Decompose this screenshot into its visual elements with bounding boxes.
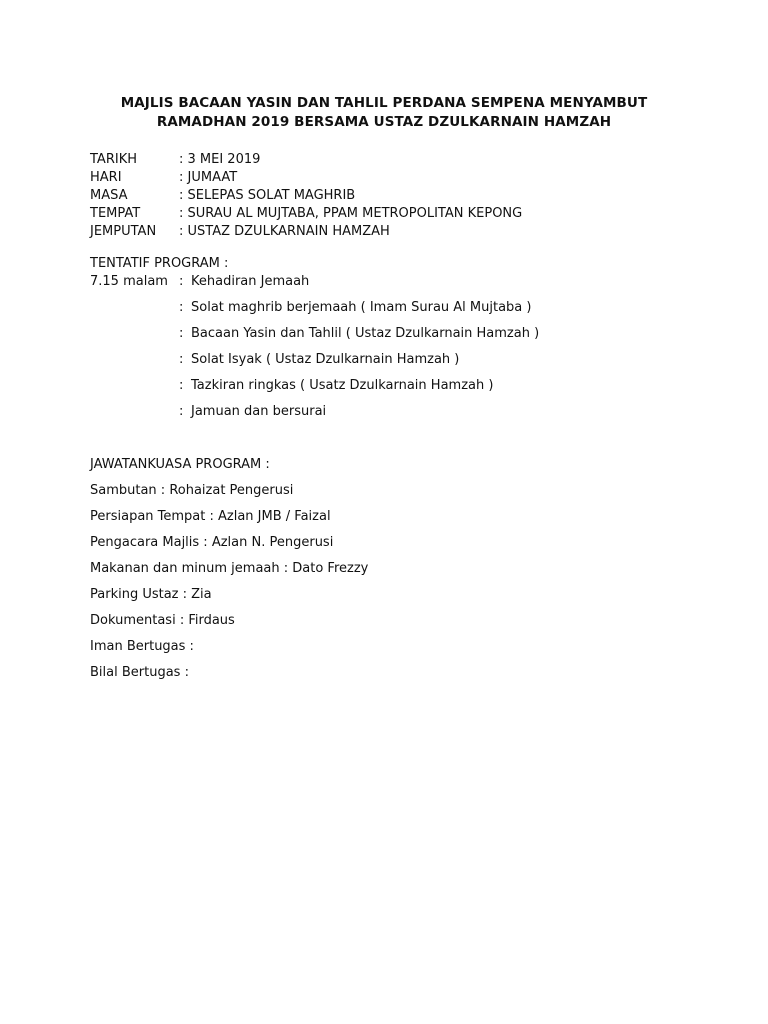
program-schedule: [90, 273, 539, 429]
info-key: TEMPAT: [90, 206, 141, 221]
info-row-tempat: [90, 205, 522, 223]
info-value: : 3 MEI 2019: [179, 152, 261, 167]
committee-row: Pengacara Majlis : Azlan N. Pengerusi: [90, 535, 334, 550]
info-row-jemputan: [90, 223, 522, 241]
schedule-row: [90, 377, 539, 403]
schedule-item: Jamuan dan bersurai: [191, 404, 327, 419]
schedule-colon: :: [179, 378, 184, 393]
event-info: [90, 151, 522, 241]
committee-row: Bilal Bertugas :: [90, 665, 189, 680]
info-value: : SELEPAS SOLAT MAGHRIB: [179, 188, 356, 203]
info-value: : JUMAAT: [179, 170, 238, 185]
committee-heading: JAWATANKUASA PROGRAM :: [90, 457, 270, 472]
document-title-line-2: RAMADHAN 2019 BERSAMA USTAZ DZULKARNAIN HAMZAH: [156, 114, 612, 130]
document-title-line-1: MAJLIS BACAAN YASIN DAN TAHLIL PERDANA SEMPENA MENYAMBUT: [120, 95, 648, 111]
info-value: : SURAU AL MUJTABA, PPAM METROPOLITAN KEPONG: [179, 206, 523, 221]
info-value: : USTAZ DZULKARNAIN HAMZAH: [179, 224, 390, 239]
info-key: HARI: [90, 170, 122, 185]
info-key: TARIKH: [90, 152, 137, 167]
info-key: JEMPUTAN: [90, 224, 157, 239]
schedule-colon: :: [179, 274, 184, 289]
schedule-item: Tazkiran ringkas ( Usatz Dzulkarnain Hamzah ): [191, 378, 494, 393]
schedule-row: [90, 351, 539, 377]
schedule-colon: :: [179, 352, 184, 367]
committee-row: Makanan dan minum jemaah : Dato Frezzy: [90, 561, 369, 576]
schedule-time: 7.15 malam: [90, 274, 168, 289]
schedule-row: [90, 299, 539, 325]
program-committee: [90, 456, 368, 690]
schedule-row: [90, 403, 539, 429]
tentatif-heading: TENTATIF PROGRAM :: [90, 256, 229, 271]
committee-row: Persiapan Tempat : Azlan JMB / Faizal: [90, 509, 331, 524]
schedule-colon: :: [179, 404, 184, 419]
schedule-row: [90, 273, 539, 299]
committee-row: Parking Ustaz : Zia: [90, 587, 212, 602]
schedule-item: Solat maghrib berjemaah ( Imam Surau Al Mujtaba ): [191, 300, 532, 315]
info-key: MASA: [90, 188, 128, 203]
schedule-colon: :: [179, 326, 184, 341]
schedule-item: Kehadiran Jemaah: [191, 274, 310, 289]
committee-row: Dokumentasi : Firdaus: [90, 613, 235, 628]
schedule-colon: :: [179, 300, 184, 315]
schedule-item: Solat Isyak ( Ustaz Dzulkarnain Hamzah ): [191, 352, 460, 367]
info-row-masa: [90, 187, 522, 205]
schedule-item: Bacaan Yasin dan Tahlil ( Ustaz Dzulkarnain Hamzah ): [191, 326, 540, 341]
schedule-row: [90, 325, 539, 351]
info-row-tarikh: [90, 151, 522, 169]
committee-row: Iman Bertugas :: [90, 639, 194, 654]
committee-row: Sambutan : Rohaizat Pengerusi: [90, 483, 294, 498]
info-row-hari: [90, 169, 522, 187]
